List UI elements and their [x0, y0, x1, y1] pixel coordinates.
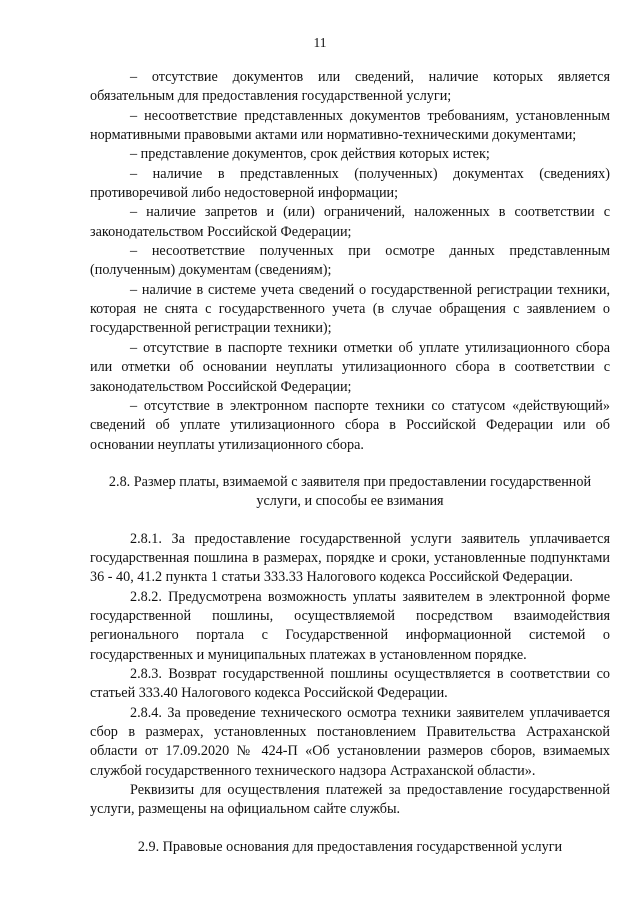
paragraph-2-8-4: 2.8.4. За проведение технического осмотра техники заявителем уплачивается сбор в размерах, установленных постановлением Правительства Астраханской области от 17.09.2020 № 424-П «Об установлении размеров сборов, взимаемых службой государственного технического надзора Астраханской области».: [90, 704, 610, 779]
list-item: – отсутствие в электронном паспорте техники со статусом «действующий» сведений об уплате утилизационного сбора в Российской Федерации или об основании неуплаты утилизационного сбора.: [90, 397, 610, 453]
paragraph-2-8-1: 2.8.1. За предоставление государственной услуги заявитель уплачивается государственная пошлина в размерах, порядке и сроки, установленные подпунктами 36 - 40, 41.2 пункта 1 статьи 333.33 Налогового кодекса Российской Федерации.: [90, 530, 610, 586]
paragraph-payment-details: Реквизиты для осуществления платежей за предоставление государственной услуги, размещены на официальном сайте службы.: [90, 782, 610, 818]
section-heading-2-8: 2.8. Размер платы, взимаемой с заявителя при предоставлении государственной услуги, и способы ее взимания: [108, 473, 592, 510]
list-item: – наличие запретов и (или) ограничений, наложенных в соответствии с законодательством Российской Федерации;: [90, 204, 610, 240]
section-heading-2-9: 2.9. Правовые основания для предоставления государственной услуги: [137, 838, 563, 855]
list-item: – наличие в системе учета сведений о государственной регистрации техники, которая не снята с государственного учета (в случае обращения с заявлением о государственной регистрации техники);: [90, 281, 610, 337]
list-item: – отсутствие документов или сведений, наличие которых является обязательным для предоставления государственной услуги;: [90, 69, 610, 105]
paragraph-2-8-3: 2.8.3. Возврат государственной пошлины осуществляется в соответствии со статьей 333.40 Налогового кодекса Российской Федерации.: [90, 665, 610, 702]
list-item: – представление документов, срок действия которых истек;: [130, 146, 490, 163]
list-item: – несоответствие полученных при осмотре данных представленным (полученным) документам (сведениям);: [90, 243, 610, 279]
page-number: 11: [313, 35, 327, 50]
paragraph-2-8-2: 2.8.2. Предусмотрена возможность уплаты заявителем в электронной форме государственной пошлины, осуществляемой посредством взаимодействия регионального портала с Государственной информационной системой о государственных и муниципальных платежах в установленном порядке.: [90, 588, 610, 663]
document-body: [90, 68, 610, 857]
list-item: – отсутствие в паспорте техники отметки об уплате утилизационного сбора или отметки об основании неуплаты утилизационного сбора в соответствии с законодательством Российской Федерации;: [90, 339, 610, 395]
list-item: – несоответствие представленных документов требованиям, установленным нормативными правовыми актами или нормативно-техническими документами;: [90, 107, 610, 144]
list-item: – наличие в представленных (полученных) документах (сведениях) противоречивой либо недостоверной информации;: [90, 165, 610, 202]
